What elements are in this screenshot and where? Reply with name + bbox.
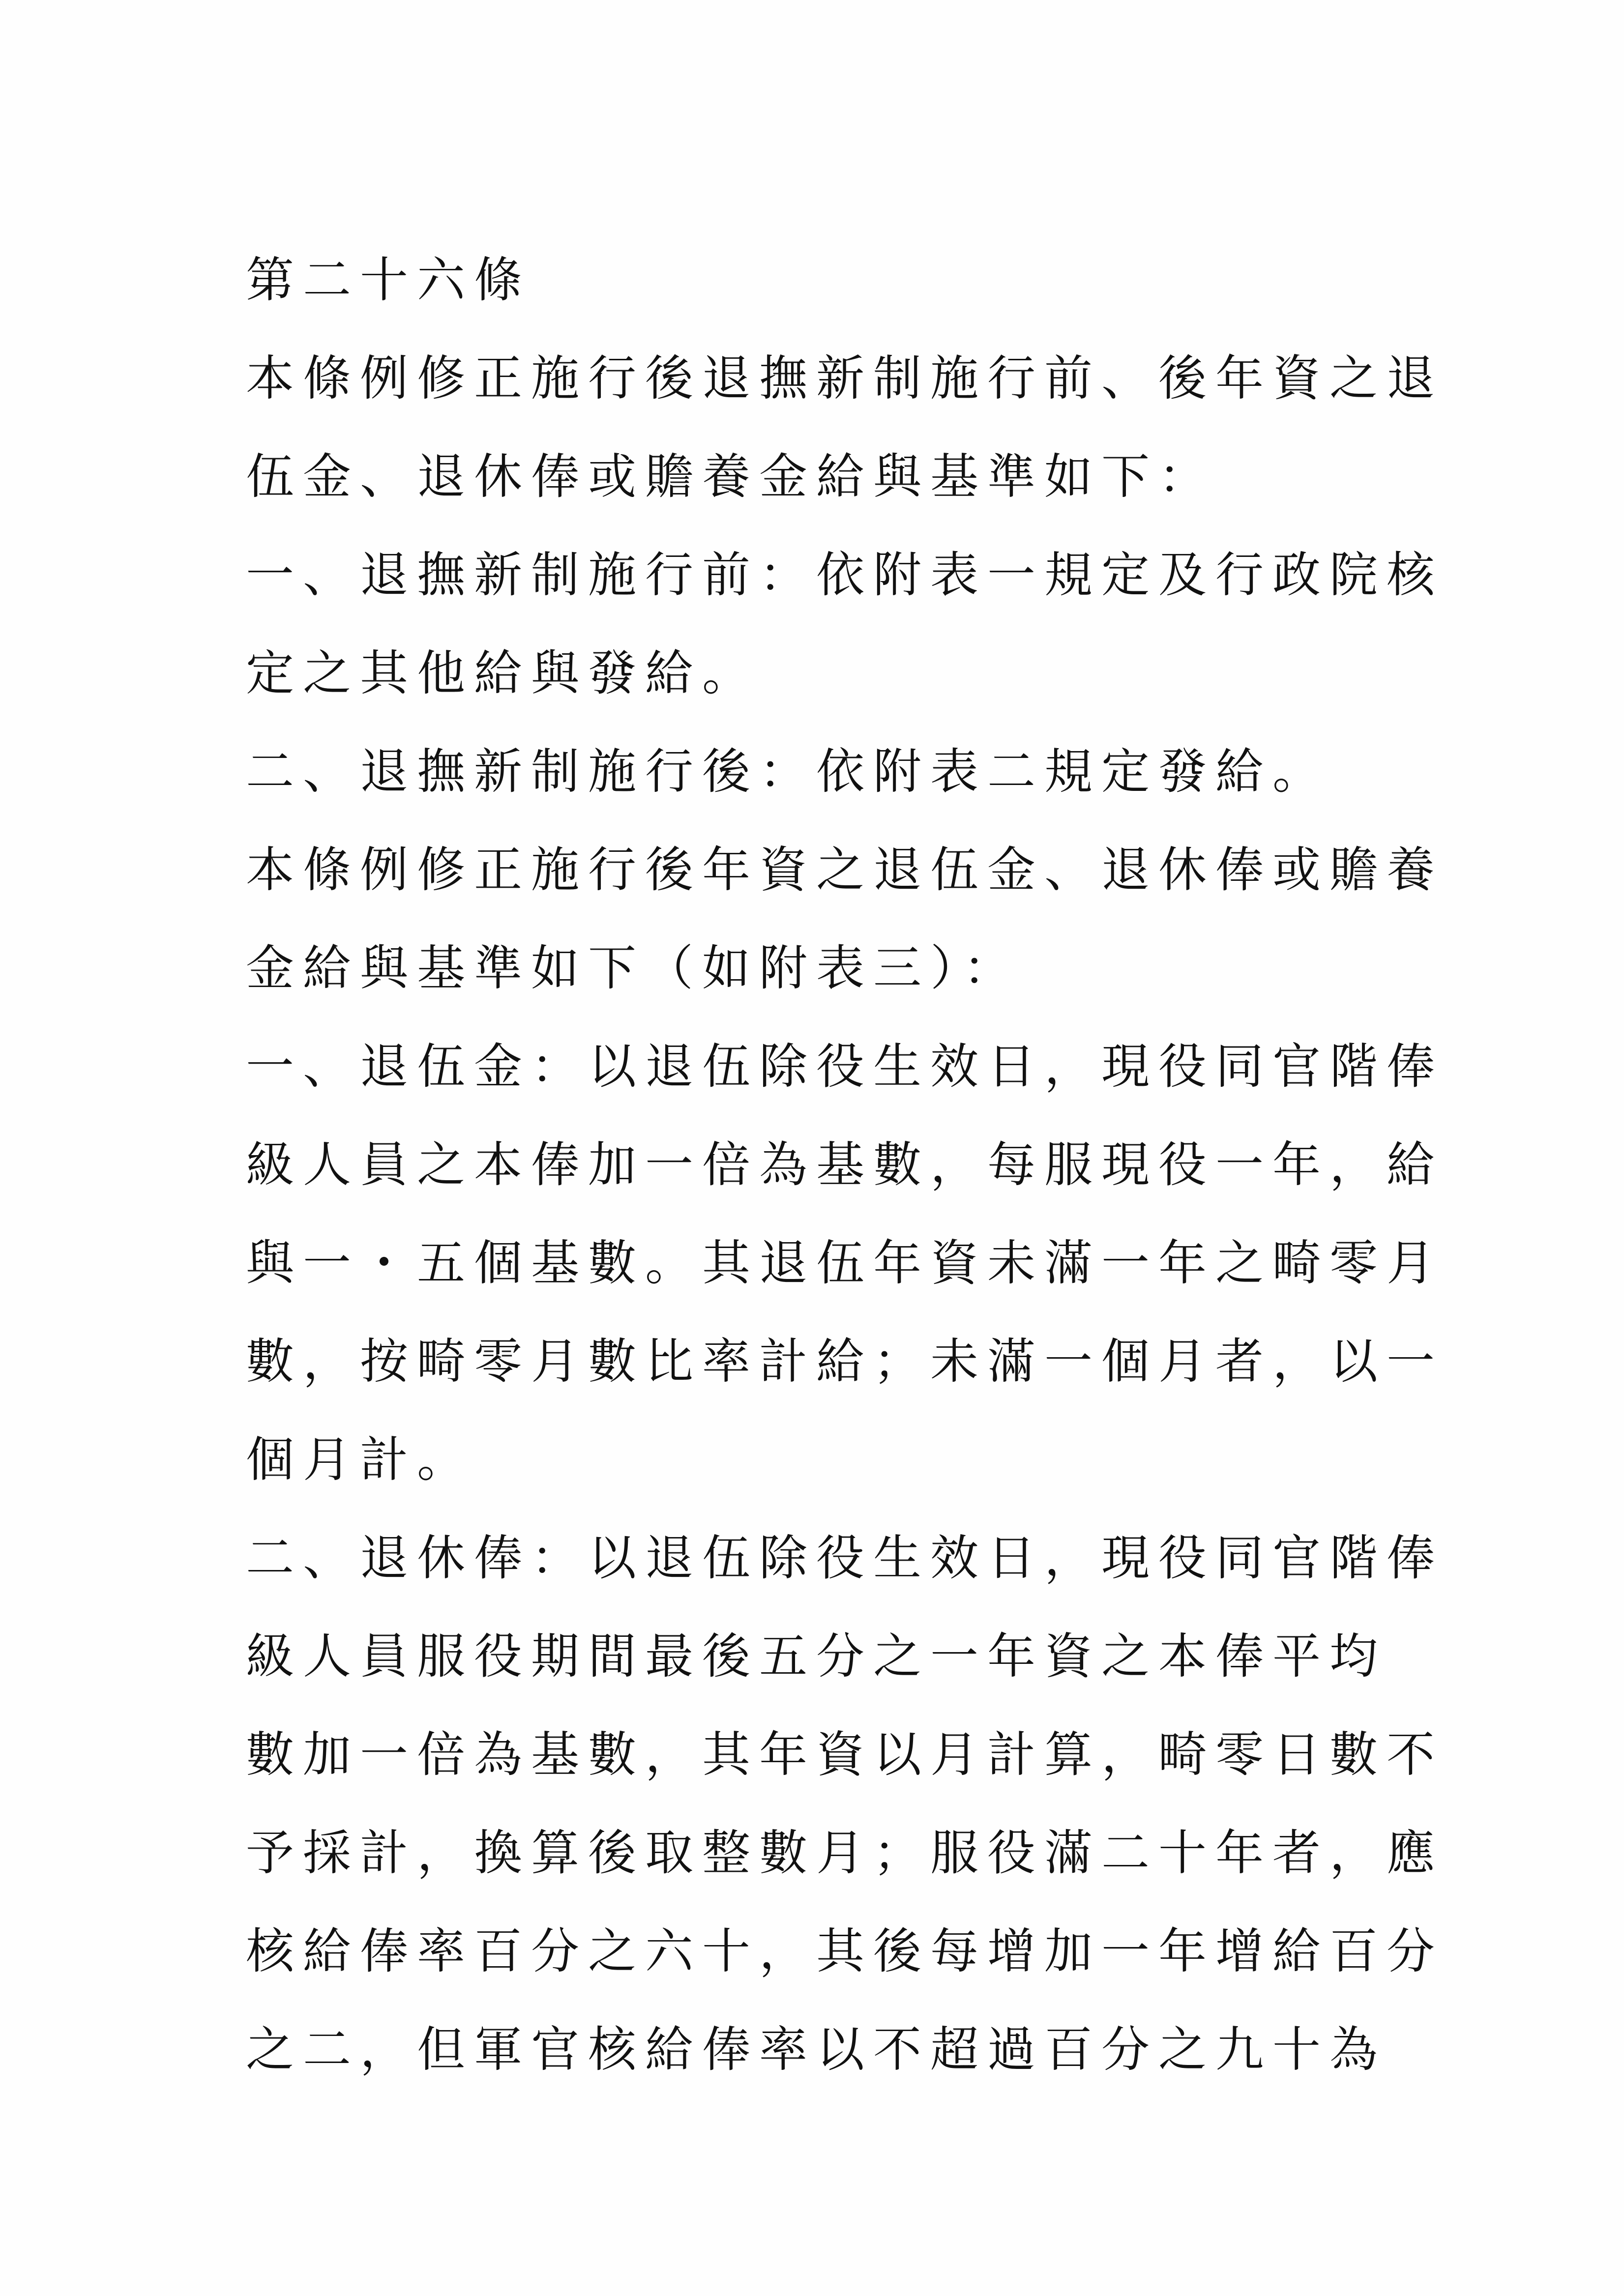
text-line: 個月計。 [246,1432,474,1488]
text-line: 定之其他給與發給。 [246,645,760,701]
text-line: 與一・五個基數。其退伍年資未滿一年之畸零月 [246,1235,1444,1291]
text-line: 二、退撫新制施行後：依附表二規定發給。 [246,744,1330,800]
text-line: 核給俸率百分之六十，其後每增加一年增給百分 [246,1923,1444,1979]
text-line: 予採計，換算後取整數月；服役滿二十年者，應 [246,1825,1444,1881]
text-line: 伍金、退休俸或贍養金給與基準如下： [246,449,1216,505]
text-line: 一、退撫新制施行前：依附表一規定及行政院核 [246,547,1444,603]
article-title: 第二十六條 [246,252,531,308]
text-line: 數，按畸零月數比率計給；未滿一個月者，以一 [246,1334,1444,1390]
text-line: 一、退伍金：以退伍除役生效日，現役同官階俸 [246,1039,1444,1095]
text-line: 數加一倍為基數，其年資以月計算，畸零日數不 [246,1727,1444,1783]
text-line: 本條例修正施行後退撫新制施行前、後年資之退 [246,350,1444,407]
text-line: 金給與基準如下（如附表三）： [246,940,1021,996]
text-line: 本條例修正施行後年資之退伍金、退休俸或贍養 [246,842,1444,898]
document-body [246,231,1444,2099]
text-line: 級人員之本俸加一倍為基數，每服現役一年，給 [246,1137,1444,1193]
text-line: 之二，但軍官核給俸率以不超過百分之九十為 [246,2022,1387,2078]
text-line: 級人員服役期間最後五分之一年資之本俸平均 [246,1628,1387,1685]
text-line: 二、退休俸：以退伍除役生效日，現役同官階俸 [246,1530,1444,1586]
